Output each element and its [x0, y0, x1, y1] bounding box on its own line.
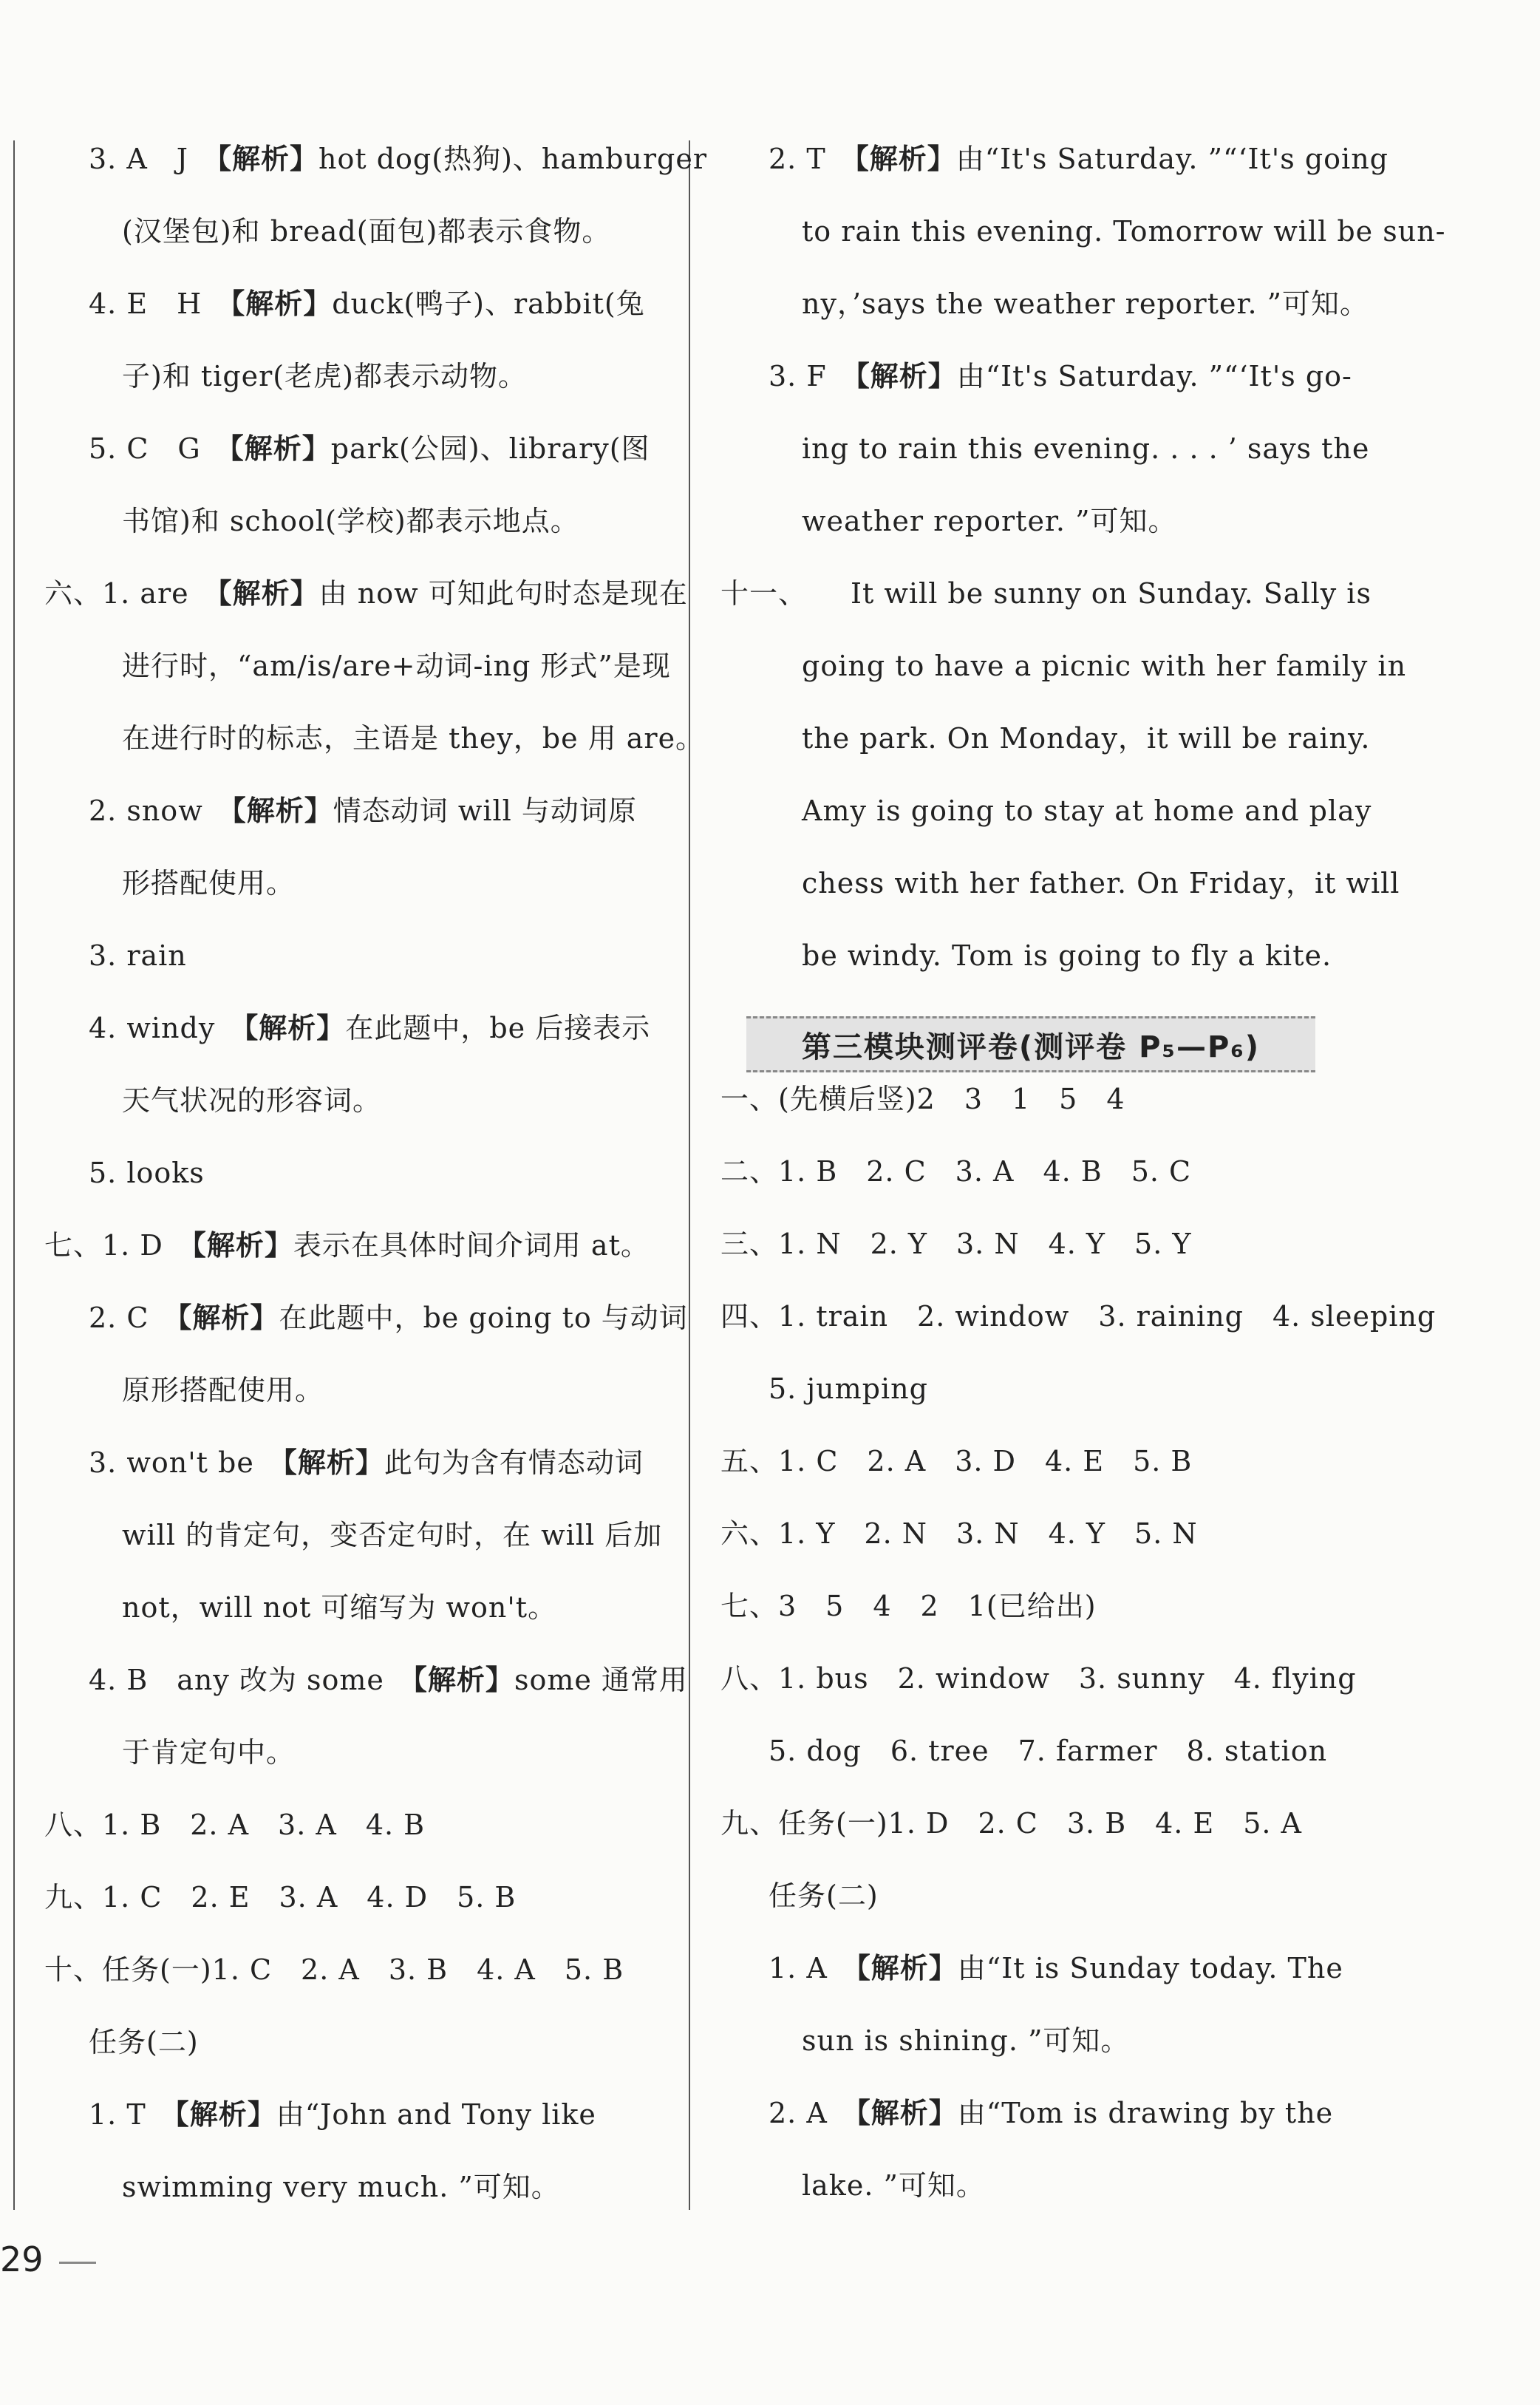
- answer-text: weather reporter. ”可知。: [802, 505, 1177, 537]
- right-answer-line: [802, 863, 1400, 904]
- left-answer-line: [122, 1514, 662, 1556]
- left-answer-line: [122, 718, 704, 759]
- left-answer-line: [122, 1080, 381, 1121]
- answer-text: 任务(二): [89, 2026, 199, 2058]
- answer-text: ny，’says the weather reporter. ”可知。: [802, 288, 1369, 320]
- right-answer-line: [802, 283, 1369, 324]
- answer-text: 2. A: [769, 2097, 856, 2129]
- page-number-dash: [59, 2262, 96, 2264]
- analysis-tag: 【解析】: [174, 2098, 276, 2131]
- right-answer-line: [720, 1585, 1097, 1627]
- left-answer-line: [89, 1297, 688, 1338]
- answer-text: sun is shining. ”可知。: [802, 2024, 1130, 2057]
- right-answer-line: [720, 1803, 1302, 1844]
- left-answer-line: [44, 573, 688, 614]
- answer-text: 十、任务(一)1. C 2. A 3. B 4. A 5. B: [44, 1953, 624, 1986]
- analysis-text: 由“Tom is drawing by the: [957, 2097, 1334, 2129]
- analysis-tag: 【解析】: [177, 1302, 279, 1334]
- answer-text: 4. windy: [89, 1012, 245, 1044]
- answer-text: 5. C G: [89, 432, 230, 465]
- answer-text: 六、1. Y 2. N 3. N 4. Y 5. N: [720, 1517, 1198, 1550]
- left-answer-line: [89, 935, 187, 976]
- answer-text: 5. looks: [89, 1157, 205, 1189]
- section-title: 第三模块测评卷(测评卷 P₅—P₆): [801, 1030, 1261, 1064]
- answer-text: 天气状况的形容词。: [122, 1084, 382, 1117]
- left-answer-line: [44, 1949, 624, 1990]
- answer-text: chess with her father. On Friday，it will: [802, 867, 1400, 899]
- analysis-text: 在此题中，be going to 与动词: [279, 1302, 688, 1334]
- left-answer-line: [89, 1442, 644, 1483]
- answer-text: 十一、 It will be sunny on Sunday. Sally is: [720, 577, 1372, 610]
- answer-text: 2. C: [89, 1302, 178, 1334]
- left-answer-line: [44, 1225, 650, 1266]
- left-answer-line: [122, 356, 527, 397]
- analysis-tag: 【解析】: [855, 360, 957, 392]
- analysis-text: 表示在具体时间介词用 at。: [293, 1229, 650, 1262]
- left-answer-line: [89, 790, 637, 831]
- analysis-text: 由“It's Saturday. ”“‘It's going: [955, 143, 1389, 175]
- analysis-text: 由“It's Saturday. ”“‘It's go-: [956, 360, 1352, 392]
- analysis-tag: 【解析】: [229, 432, 331, 465]
- right-answer-line: [769, 1948, 1343, 1989]
- left-answer-line: [89, 1152, 205, 1194]
- left-answer-line: [89, 138, 707, 180]
- analysis-tag: 【解析】: [282, 1446, 384, 1479]
- analysis-tag: 【解析】: [854, 143, 956, 175]
- answer-text: 进行时，“am/is/are+动词-ing 形式”是现: [122, 650, 671, 682]
- left-answer-line: [122, 1370, 324, 1411]
- answer-text: 2. snow: [89, 795, 232, 827]
- answer-text: 七、1. D: [44, 1229, 192, 1262]
- right-answer-line: [802, 935, 1332, 976]
- right-answer-line: [802, 790, 1372, 831]
- analysis-tag: 【解析】: [244, 1012, 346, 1044]
- analysis-text: park(公园)、library(图: [330, 432, 650, 465]
- left-answer-line: [89, 1659, 688, 1701]
- answer-text: swimming very much. ”可知。: [122, 2171, 560, 2203]
- answer-text: 5. jumping: [769, 1372, 928, 1405]
- analysis-text: hot dog(热狗)、hamburger: [318, 143, 708, 175]
- analysis-text: duck(鸭子)、rabbit(兔: [332, 288, 645, 320]
- analysis-text: 由“It is Sunday today. The: [957, 1952, 1343, 1984]
- answer-text: 八、1. B 2. A 3. A 4. B: [44, 1809, 426, 1841]
- answer-text: 七、3 5 4 2 1(已给出): [720, 1590, 1097, 1622]
- answer-text: 形搭配使用。: [122, 867, 296, 899]
- answer-text: 三、1. N 2. Y 3. N 4. Y 5. Y: [720, 1228, 1192, 1260]
- right-answer-line: [720, 1223, 1191, 1265]
- answer-text: 在进行时的标志，主语是 they，be 用 are。: [122, 722, 705, 755]
- answer-text: lake. ”可知。: [802, 2169, 985, 2202]
- left-answer-line: [122, 1587, 556, 1628]
- analysis-tag: 【解析】: [191, 1229, 293, 1262]
- left-answer-line: [122, 1732, 295, 1773]
- answer-text: not，will not 可缩写为 won't。: [122, 1591, 557, 1624]
- answer-text: 六、1. are: [44, 577, 218, 610]
- answer-text: 一、(先横后竖)2 3 1 5 4: [720, 1083, 1125, 1115]
- answer-text: going to have a picnic with her family in: [802, 650, 1407, 682]
- answer-text: 2. T: [769, 143, 855, 175]
- analysis-tag: 【解析】: [412, 1664, 514, 1696]
- right-answer-line: [802, 500, 1177, 542]
- answer-text: 子)和 tiger(老虎)都表示动物。: [122, 360, 527, 392]
- right-answer-line: [720, 1513, 1198, 1554]
- answer-text: 九、1. C 2. E 3. A 4. D 5. B: [44, 1881, 517, 1914]
- analysis-tag: 【解析】: [856, 1952, 958, 1984]
- analysis-text: 此句为含有情态动词: [384, 1446, 644, 1479]
- answer-text: 3. rain: [89, 939, 187, 972]
- answer-text: 五、1. C 2. A 3. D 4. E 5. B: [720, 1445, 1193, 1477]
- analysis-tag: 【解析】: [217, 143, 319, 175]
- section-banner: [746, 1016, 1315, 1072]
- answer-text: to rain this evening. Tomorrow will be sun-: [802, 215, 1446, 248]
- right-answer-line: [769, 1368, 928, 1409]
- answer-text: 二、1. B 2. C 3. A 4. B 5. C: [720, 1155, 1192, 1188]
- right-answer-line: [720, 573, 1372, 614]
- left-answer-line: [122, 211, 610, 252]
- answer-text: 八、1. bus 2. window 3. sunny 4. flying: [720, 1662, 1357, 1695]
- left-answer-line: [89, 283, 645, 324]
- right-answer-line: [769, 138, 1389, 180]
- right-answer-line: [769, 356, 1352, 397]
- right-answer-line: [802, 718, 1370, 759]
- left-answer-line: [44, 1877, 516, 1918]
- right-answer-line: [802, 211, 1446, 252]
- answer-text: 3. won't be: [89, 1446, 283, 1479]
- right-answer-line: [720, 1440, 1192, 1482]
- right-answer-line: [769, 1875, 879, 1916]
- answer-text: the park. On Monday，it will be rainy.: [802, 722, 1371, 755]
- answer-text: 3. F: [769, 360, 856, 392]
- page-number: 29: [0, 2239, 44, 2279]
- answer-text: 原形搭配使用。: [122, 1374, 324, 1406]
- right-answer-line: [802, 2020, 1129, 2061]
- right-answer-line: [720, 1078, 1125, 1120]
- answer-text: 5. dog 6. tree 7. farmer 8. station: [769, 1735, 1328, 1767]
- column-rule-middle: [689, 140, 690, 2210]
- right-answer-line: [769, 2092, 1333, 2134]
- answer-text: will 的肯定句，变否定句时，在 will 后加: [122, 1519, 663, 1551]
- left-answer-line: [89, 2021, 199, 2063]
- analysis-tag: 【解析】: [231, 288, 333, 320]
- right-answer-line: [720, 1151, 1191, 1192]
- column-rule-left: [13, 140, 15, 2210]
- answer-text: 九、任务(一)1. D 2. C 3. B 4. E 5. A: [720, 1807, 1302, 1840]
- left-answer-line: [89, 2094, 596, 2135]
- analysis-text: 由 now 可知此句时态是现在: [318, 577, 688, 610]
- analysis-text: 在此题中，be 后接表示: [345, 1012, 651, 1044]
- answer-text: 四、1. train 2. window 3. raining 4. sleeping: [720, 1300, 1437, 1333]
- right-answer-line: [802, 645, 1406, 687]
- right-answer-line: [720, 1296, 1436, 1337]
- analysis-tag: 【解析】: [217, 577, 319, 610]
- right-answer-line: [720, 1658, 1357, 1699]
- left-answer-line: [122, 2166, 560, 2208]
- answer-text: ing to rain this evening. . . . ’ says the: [802, 432, 1370, 465]
- left-answer-line: [44, 1804, 425, 1846]
- analysis-text: 由“John and Tony like: [276, 2098, 596, 2131]
- answer-text: 任务(二): [769, 1880, 879, 1912]
- answer-text: 书馆)和 school(学校)都表示地点。: [122, 505, 579, 537]
- analysis-text: some 通常用: [514, 1664, 688, 1696]
- left-answer-line: [122, 500, 579, 542]
- left-answer-line: [122, 863, 295, 904]
- answer-text: 1. T: [89, 2098, 175, 2131]
- left-answer-line: [89, 428, 650, 469]
- left-answer-line: [89, 1007, 650, 1049]
- answer-text: (汉堡包)和 bread(面包)都表示食物。: [122, 215, 611, 248]
- analysis-text: 情态动词 will 与动词原: [333, 795, 637, 827]
- right-answer-line: [802, 428, 1369, 469]
- left-answer-line: [122, 645, 671, 687]
- answer-text: 3. A J: [89, 143, 218, 175]
- answer-text: 1. A: [769, 1952, 856, 1984]
- analysis-tag: 【解析】: [856, 2097, 958, 2129]
- right-answer-line: [802, 2165, 985, 2206]
- answer-text: 于肯定句中。: [122, 1736, 296, 1769]
- analysis-tag: 【解析】: [231, 795, 333, 827]
- answer-text: Amy is going to stay at home and play: [802, 795, 1372, 827]
- answer-text: 4. B any 改为 some: [89, 1664, 413, 1696]
- right-answer-line: [769, 1730, 1327, 1772]
- answer-text: 4. E H: [89, 288, 231, 320]
- answer-text: be windy. Tom is going to fly a kite.: [802, 939, 1332, 972]
